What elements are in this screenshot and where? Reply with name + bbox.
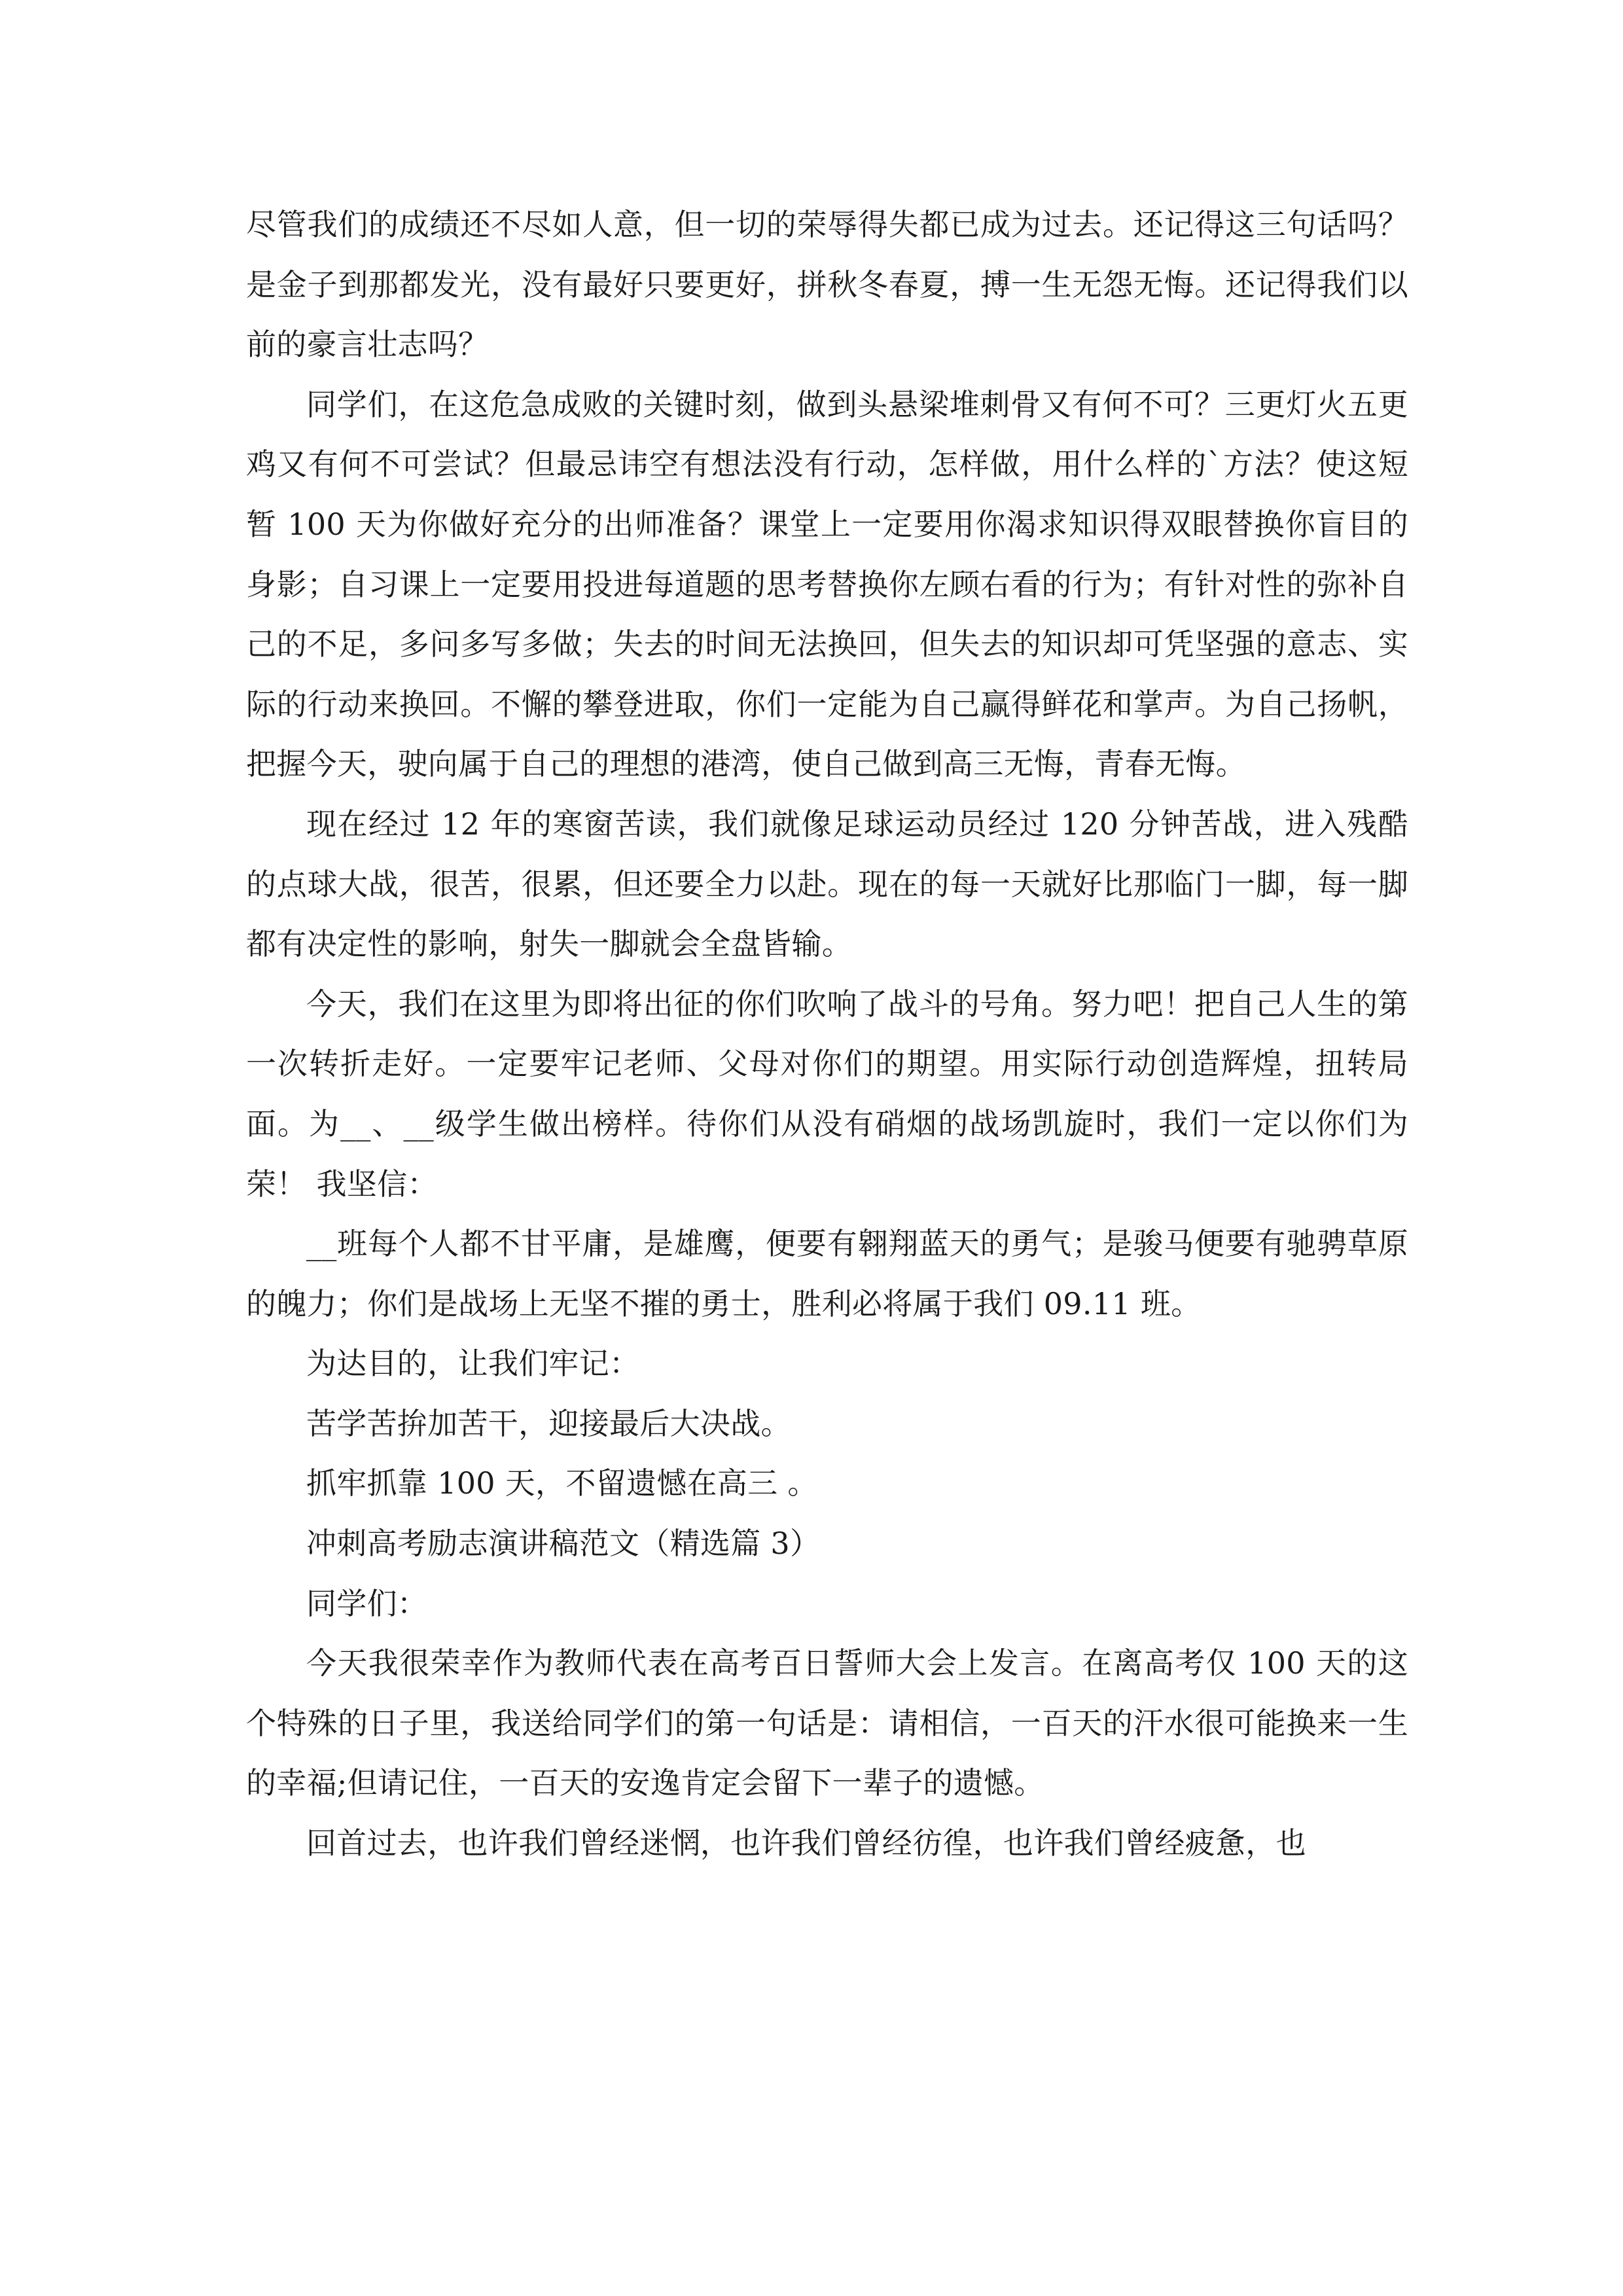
- paragraph-6: 为达目的，让我们牢记：: [306, 1346, 640, 1382]
- paragraph-11: 今天我很荣幸作为教师代表在高考百日誓师大会上发言。在离高考仅 100 天的这个特殊的日子里，我送给同学们的第一句话是：请相信，一百天的汗水很可能换来一生的幸福;但请记住，一百天的安逸肯定会留下一辈子的遗憾。: [246, 1645, 1408, 1801]
- paragraph-1: 尽管我们的成绩还不尽如人意，但一切的荣辱得失都已成为过去。还记得这三句话吗？是金子到那都发光，没有最好只要更好，拼秋冬春夏，搏一生无怨无悔。还记得我们以前的豪言壮志吗？: [246, 207, 1408, 363]
- paragraph-12: 回首过去，也许我们曾经迷惘，也许我们曾经彷徨，也许我们曾经疲惫，也: [306, 1825, 1306, 1861]
- paragraph-4: 今天，我们在这里为即将出征的你们吹响了战斗的号角。努力吧！把自己人生的第一次转折走好。一定要牢记老师、父母对你们的期望。用实际行动创造辉煌，扭转局面。为__、__级学生做出榜样。待你们从没有硝烟的战场凯旋时，我们一定以你们为荣！ 我坚信：: [246, 986, 1408, 1202]
- paragraph-5: __班每个人都不甘平庸，是雄鹰，便要有翱翔蓝天的勇气；是骏马便要有驰骋草原的魄力；你们是战场上无坚不摧的勇士，胜利必将属于我们 09.11 班。: [246, 1226, 1408, 1321]
- paragraph-3: 现在经过 12 年的寒窗苦读，我们就像足球运动员经过 120 分钟苦战，进入残酷的点球大战，很苦，很累，但还要全力以赴。现在的每一天就好比那临门一脚，每一脚都有决定性的影响，射失一脚就会全盘皆输。: [246, 806, 1408, 962]
- document-body: [246, 195, 1408, 1874]
- salutation: 同学们：: [306, 1585, 428, 1621]
- paragraph-2: 同学们，在这危急成败的关键时刻，做到头悬梁堆刺骨又有何不可？三更灯火五更鸡又有何不可尝试？但最忌讳空有想法没有行动，怎样做，用什么样的`方法？使这短暂 100 天为你做好充分的出师准备？课堂上一定要用你渴求知识得双眼替换你盲目的身影；自习课上一定要用投进每道题的思考替换你左顾右看的行为；有针对性的弥补自己的不足，多问多写多做；失去的时间无法换回，但失去的知识却可凭坚强的意志、实际的行动来换回。不懈的攀登进取，你们一定能为自己赢得鲜花和掌声。为自己扬帆，把握今天，驶向属于自己的理想的港湾，使自己做到高三无悔，青春无悔。: [246, 386, 1408, 782]
- paragraph-8: 抓牢抓靠 100 天，不留遗憾在高三 。: [306, 1465, 818, 1501]
- section-heading: 冲刺高考励志演讲稿范文（精选篇 3）: [306, 1526, 821, 1562]
- paragraph-7: 苦学苦拚加苦干，迎接最后大决战。: [306, 1405, 791, 1441]
